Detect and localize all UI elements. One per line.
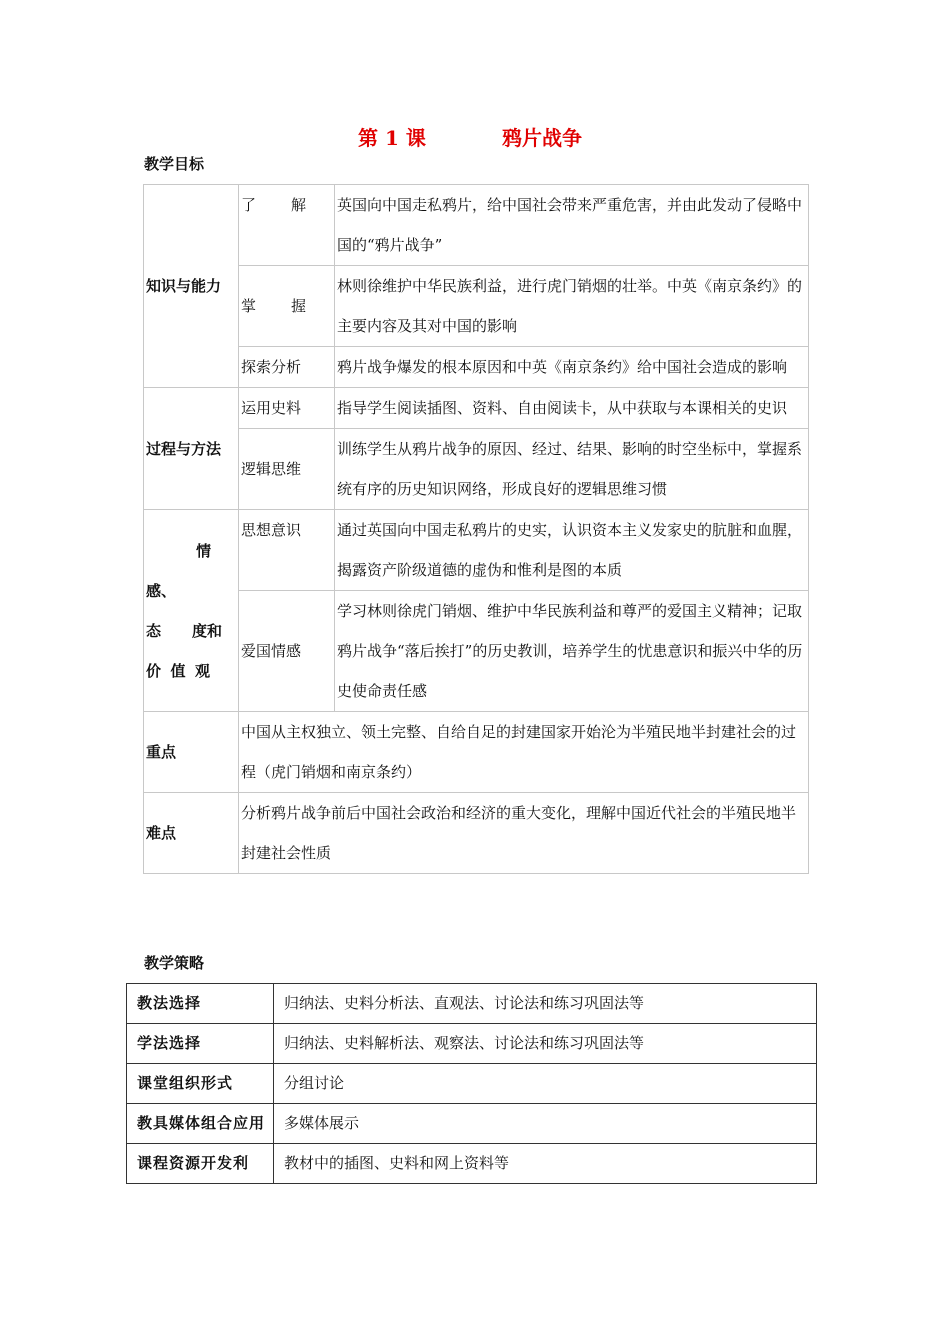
lesson-title <box>0 122 950 154</box>
goal-text: 通过英国向中国走私鸦片的史实，认识资本主义发家史的肮脏和血腥，揭露资产阶级道德的虚伪和惟利是图的本质 <box>335 510 809 591</box>
goal-label: 探索分析 <box>239 347 335 388</box>
strategy-value: 多媒体展示 <box>274 1104 817 1144</box>
table-row <box>144 510 809 591</box>
category-emotion <box>144 510 239 712</box>
table-row <box>127 1024 817 1064</box>
table-row <box>144 266 809 347</box>
goal-text: 训练学生从鸦片战争的原因、经过、结果、影响的时空坐标中，掌握系统有序的历史知识网络，形成良好的逻辑思维习惯 <box>335 429 809 510</box>
goal-text: 鸦片战争爆发的根本原因和中英《南京条约》给中国社会造成的影响 <box>335 347 809 388</box>
table-row <box>144 793 809 874</box>
emotion-word: 价 <box>146 661 162 680</box>
goal-label: 爱国情感 <box>239 591 335 712</box>
goal-text: 学习林则徐虎门销烟、维护中华民族利益和尊严的爱国主义精神；记取鸦片战争“落后挨打”的历史教训，培养学生的忧患意识和振兴中华的历史使命责任感 <box>335 591 809 712</box>
emotion-line <box>146 651 210 691</box>
category-process: 过程与方法 <box>144 388 239 510</box>
strategy-label: 课堂组织形式 <box>127 1064 274 1104</box>
section-heading-goals: 教学目标 <box>144 155 205 173</box>
table-row <box>144 712 809 793</box>
emotion-word: 度和 <box>191 621 222 640</box>
table-row <box>127 1104 817 1144</box>
strategy-label: 教具媒体组合应用 <box>127 1104 274 1144</box>
goal-text: 林则徐维护中华民族利益，进行虎门销烟的壮举。中英《南京条约》的主要内容及其对中国的影响 <box>335 266 809 347</box>
table-row <box>127 984 817 1024</box>
table-row <box>144 591 809 712</box>
key-text: 中国从主权独立、领土完整、自给自足的封建国家开始沦为半殖民地半封建社会的过程（虎门销烟和南京条约） <box>239 712 809 793</box>
table-row <box>127 1064 817 1104</box>
goal-label-char: 握 <box>290 297 306 315</box>
table-row <box>127 1144 817 1184</box>
table-row <box>144 429 809 510</box>
strategy-value: 教材中的插图、史料和网上资料等 <box>274 1144 817 1184</box>
goal-label: 运用史料 <box>239 388 335 429</box>
emotion-word: 态 <box>146 621 162 640</box>
strategy-value: 分组讨论 <box>274 1064 817 1104</box>
table-row <box>144 185 809 266</box>
goal-text: 指导学生阅读插图、资料、自由阅读卡，从中获取与本课相关的史识 <box>335 388 809 429</box>
emotion-line <box>146 611 222 651</box>
lesson-number: 第 1 课 <box>358 126 426 150</box>
emotion-line: 情 <box>196 541 212 560</box>
goal-label: 思想意识 <box>239 510 335 591</box>
strategy-value: 归纳法、史料分析法、直观法、讨论法和练习巩固法等 <box>274 984 817 1024</box>
emotion-word: 观 <box>194 661 210 680</box>
goal-label-char: 掌 <box>241 297 257 315</box>
strategy-label: 学法选择 <box>127 1024 274 1064</box>
strategy-label: 课程资源开发利 <box>127 1144 274 1184</box>
emotion-line: 感、 <box>146 581 177 600</box>
goal-text: 英国向中国走私鸦片，给中国社会带来严重危害，并由此发动了侵略中国的“鸦片战争” <box>335 185 809 266</box>
table-row <box>144 388 809 429</box>
teaching-strategy-table <box>126 983 817 1184</box>
table-row <box>144 347 809 388</box>
emotion-word: 值 <box>170 661 186 680</box>
teaching-goals-table <box>143 184 809 874</box>
goal-label-char: 解 <box>290 196 306 214</box>
category-knowledge: 知识与能力 <box>144 185 239 388</box>
strategy-value: 归纳法、史料解析法、观察法、讨论法和练习巩固法等 <box>274 1024 817 1064</box>
category-key: 重点 <box>144 712 239 793</box>
goal-label <box>239 266 335 347</box>
category-difficult: 难点 <box>144 793 239 874</box>
lesson-name: 鸦片战争 <box>502 126 582 150</box>
goal-label-char: 了 <box>241 196 257 214</box>
section-heading-strategy: 教学策略 <box>144 954 205 972</box>
goal-label <box>239 185 335 266</box>
goal-label: 逻辑思维 <box>239 429 335 510</box>
strategy-label: 教法选择 <box>127 984 274 1024</box>
difficult-text: 分析鸦片战争前后中国社会政治和经济的重大变化，理解中国近代社会的半殖民地半封建社会性质 <box>239 793 809 874</box>
